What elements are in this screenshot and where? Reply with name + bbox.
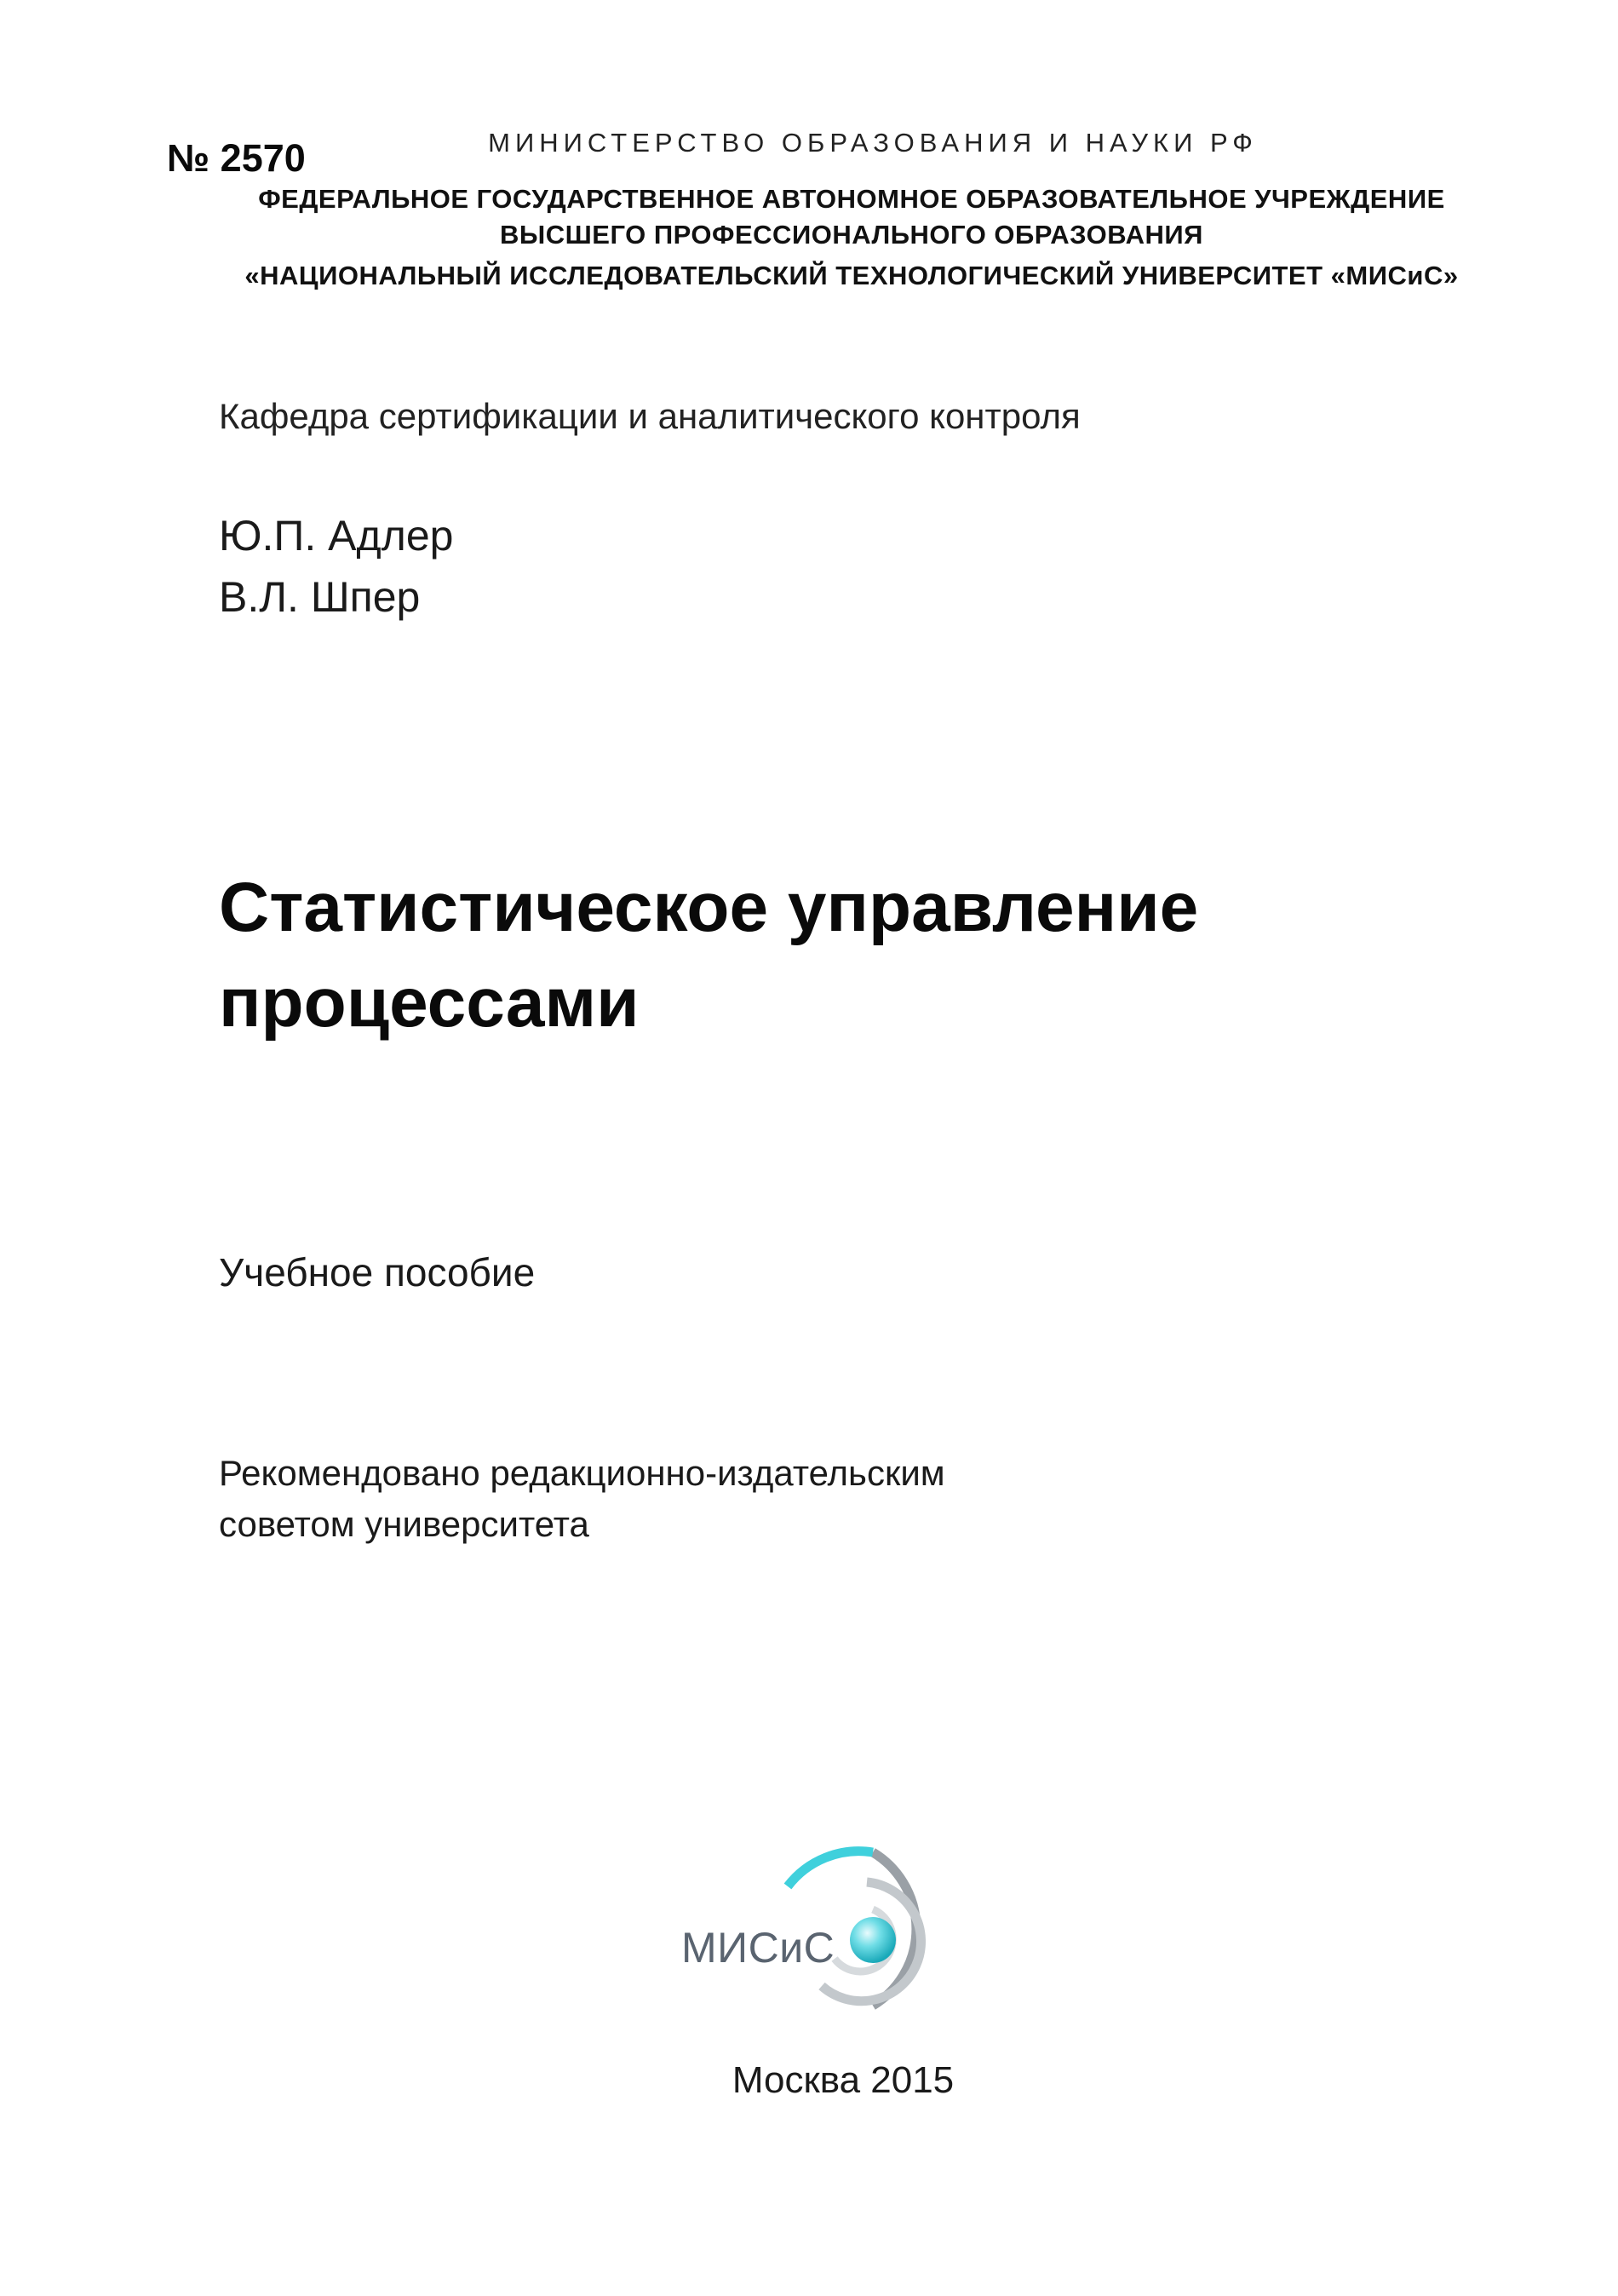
recommendation-line-2: советом университета bbox=[219, 1504, 589, 1544]
logo-text: МИСиС bbox=[681, 1924, 835, 1972]
recommendation-line-1: Рекомендовано редакционно-издательским bbox=[219, 1453, 945, 1493]
logo-sphere bbox=[850, 1917, 896, 1963]
document-number: № 2570 bbox=[167, 136, 306, 180]
organization-line-3: «НАЦИОНАЛЬНЫЙ ИССЛЕДОВАТЕЛЬСКИЙ ТЕХНОЛОГИЧЕСКИЙ УНИВЕРСИТЕТ «МИСиС» bbox=[244, 261, 1459, 290]
book-title bbox=[219, 860, 1496, 1051]
ministry-name: МИНИСТЕРСТВО ОБРАЗОВАНИЯ И НАУКИ РФ bbox=[488, 128, 1258, 158]
logo-accent-arc bbox=[788, 1851, 873, 1886]
organization-line-1: ФЕДЕРАЛЬНОЕ ГОСУДАРСТВЕННОЕ АВТОНОМНОЕ ОБРАЗОВАТЕЛЬНОЕ УЧРЕЖДЕНИЕ bbox=[258, 184, 1445, 214]
book-title-line-2: процессами bbox=[219, 964, 640, 1042]
document-type: Учебное пособие bbox=[219, 1250, 536, 1294]
author-1: Ю.П. Адлер bbox=[219, 512, 454, 560]
department-name: Кафедра сертификации и аналитического контроля bbox=[219, 396, 1081, 436]
book-title-line-1: Статистическое управление bbox=[219, 869, 1199, 946]
organization-line-2: ВЫСШЕГО ПРОФЕССИОНАЛЬНОГО ОБРАЗОВАНИЯ bbox=[500, 220, 1203, 250]
publication-place-year: Москва 2015 bbox=[732, 2059, 955, 2101]
author-2: В.Л. Шпер bbox=[219, 573, 421, 621]
recommendation-note bbox=[219, 1448, 945, 1550]
